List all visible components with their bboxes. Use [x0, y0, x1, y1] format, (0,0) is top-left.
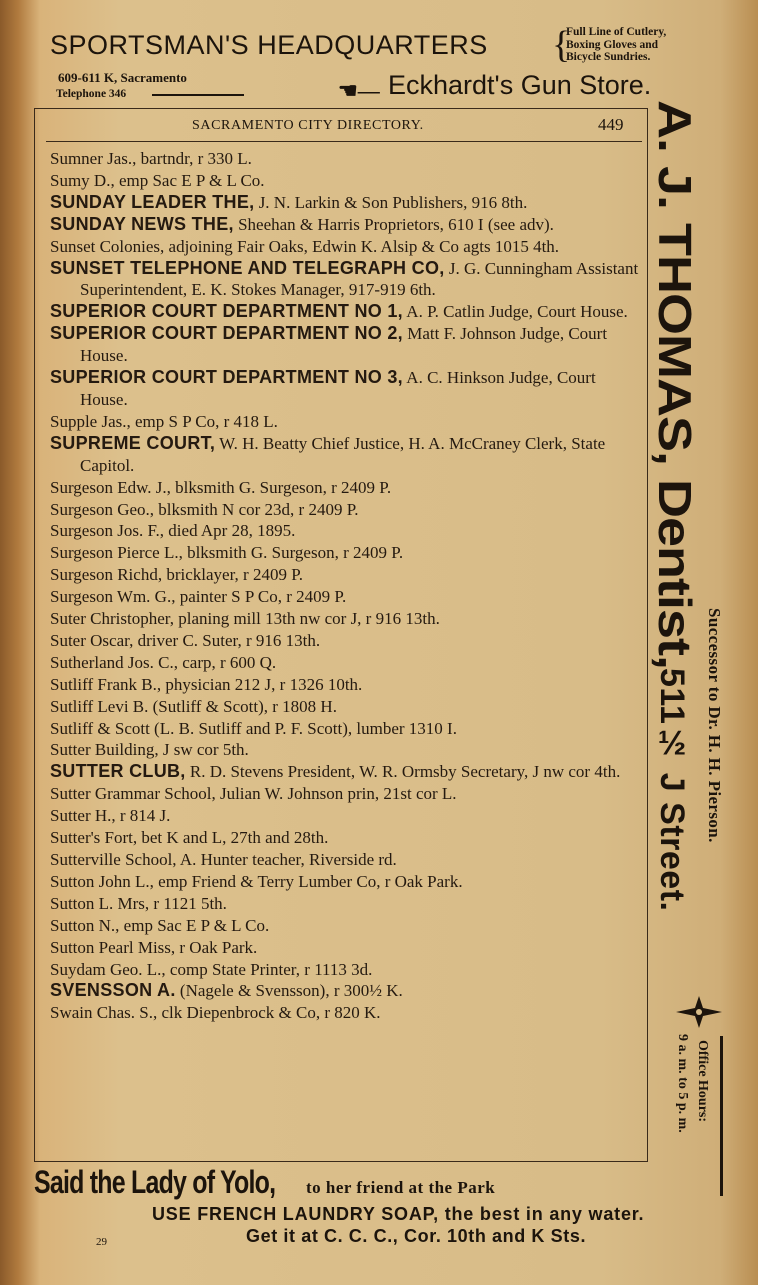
entry-text: (Nagele & Svensson), r 300½ K.	[175, 981, 403, 1001]
header-telephone: Telephone 346	[56, 88, 127, 100]
directory-entry	[50, 893, 642, 915]
entry-text: Sumner Jas., bartndr, r 330 L.	[50, 149, 252, 168]
entry-text: Sunset Colonies, adjoining Fair Oaks, Edwin K. Alsip & Co agts 1015 4th.	[50, 236, 560, 256]
footer-soap-line: USE FRENCH LAUNDRY SOAP, the best in any water.	[152, 1204, 645, 1224]
header-store-name: Eckhardt's Gun Store.	[388, 70, 652, 100]
entry-text: Sutherland Jos. C., carp, r 600 Q.	[50, 652, 277, 672]
directory-entry	[50, 1002, 642, 1024]
ornament-icon	[674, 994, 724, 1030]
entry-text: Surgeson Geo., blksmith N cor 23d, r 2409 P.	[50, 499, 359, 519]
entry-text: Supple Jas., emp S P Co, r 418 L.	[50, 411, 278, 431]
entry-text: Matt F. Johnson Judge, Court House.	[80, 324, 608, 366]
side-ad-successor: Successor to Dr. H. H. Pierson.	[705, 608, 724, 843]
entry-name: SUNSET TELEPHONE AND TELEGRAPH CO,	[50, 257, 445, 278]
directory-entry	[50, 608, 642, 630]
entry-name: SUNDAY LEADER THE,	[50, 191, 255, 212]
entry-text: J. G. Cunningham Assistant Superintendent, E. K. Stokes Manager, 917-919 6th.	[80, 258, 639, 300]
entry-text: Suter Christopher, planing mill 13th nw cor J, r 916 13th.	[50, 609, 440, 629]
directory-entry	[50, 433, 642, 477]
directory-entry	[50, 301, 642, 323]
entry-name: SVENSSON A.	[50, 980, 176, 1001]
directory-entry	[50, 915, 642, 937]
side-ad-office-hours-label: Office Hours:	[695, 1040, 710, 1123]
entry-text: Surgeson Richd, bricklayer, r 2409 P.	[50, 565, 304, 585]
running-head: SACRAMENTO CITY DIRECTORY.	[192, 118, 424, 133]
directory-entry	[50, 959, 642, 981]
directory-entry	[50, 871, 642, 893]
header-side-text	[566, 26, 666, 64]
directory-entry	[50, 367, 642, 411]
directory-entry	[50, 323, 642, 367]
side-ad-name: A. J. THOMAS, Dentist,	[648, 100, 701, 670]
directory-entry	[50, 411, 642, 433]
directory-entry	[50, 542, 642, 564]
footer-lady-heading	[34, 1164, 343, 1201]
entry-text: Swain Chas. S., clk Diepenbrock & Co, r 820 K.	[50, 1003, 381, 1023]
entry-text: Suter Oscar, driver C. Suter, r 916 13th.	[50, 630, 321, 650]
entry-text: A. C. Hinkson Judge, Court House.	[80, 368, 596, 409]
footer-lady-rest: to her friend at the Park	[306, 1178, 496, 1197]
entry-text: Sutter Grammar School, Julian W. Johnson prin, 21st cor L.	[50, 784, 457, 804]
entry-text: Sutton John L., emp Friend & Terry Lumber Co, r Oak Park.	[50, 871, 463, 891]
footer-get-line: Get it at C. C. C., Cor. 10th and K Sts.	[246, 1226, 587, 1246]
directory-entry	[50, 674, 642, 696]
entry-text: Sutliff Frank B., physician 212 J, r 1326 10th.	[50, 674, 363, 694]
directory-entry	[50, 499, 642, 521]
entry-text: Surgeson Wm. G., painter S P Co, r 2409 P.	[50, 587, 347, 607]
entry-text: Sutliff Levi B. (Sutliff & Scott), r 1808 H.	[50, 696, 337, 716]
entry-name: SUPERIOR COURT DEPARTMENT NO 3,	[50, 367, 403, 388]
entry-name: SUPERIOR COURT DEPARTMENT NO 2,	[50, 323, 403, 344]
header-address: 609-611 K, Sacramento	[58, 70, 187, 85]
directory-entry	[50, 980, 642, 1002]
header-title: SPORTSMAN'S HEADQUARTERS	[50, 30, 488, 60]
directory-entry	[50, 718, 642, 740]
entry-text: Sutter Building, J sw cor 5th.	[50, 740, 249, 760]
directory-entry	[50, 236, 642, 258]
entry-text: W. H. Beatty Chief Justice, H. A. McCraney Clerk, State Capitol.	[80, 433, 606, 475]
entry-name: SUPREME COURT,	[50, 432, 216, 453]
header-side-line: Bicycle Sundries.	[566, 51, 651, 63]
entry-text: Sutter H., r 814 J.	[50, 806, 171, 826]
pointing-hand-icon: ☚—	[338, 78, 380, 103]
directory-entry	[50, 849, 642, 871]
directory-entry	[50, 696, 642, 718]
directory-entry	[50, 214, 642, 236]
directory-entry	[50, 520, 642, 542]
footer-folio: 29	[96, 1236, 107, 1248]
head-rule	[46, 141, 642, 142]
directory-entry	[50, 805, 642, 827]
entry-text: Surgeson Edw. J., blksmith G. Surgeson, r 2409 P.	[50, 477, 392, 497]
entry-text: Sutton N., emp Sac E P & L Co.	[50, 915, 270, 935]
entry-text: Sutliff & Scott (L. B. Sutliff and P. F. Scott), lumber 1310 I.	[50, 718, 457, 738]
entry-name: SUTTER CLUB,	[50, 761, 186, 782]
header-side-line: Boxing Gloves and	[566, 38, 659, 51]
directory-entry	[50, 170, 642, 192]
directory-entry	[50, 148, 642, 170]
entry-text: Sutton Pearl Miss, r Oak Park.	[50, 937, 258, 957]
entry-text: Sutterville School, A. Hunter teacher, Riverside rd.	[50, 850, 397, 869]
header-brace: {	[552, 24, 571, 66]
entry-text: Surgeson Pierce L., blksmith G. Surgeson, r 2409 P.	[50, 543, 404, 563]
directory-entry	[50, 783, 642, 805]
directory-entry	[50, 630, 642, 652]
directory-entry	[50, 192, 642, 214]
entry-text: Surgeson Jos. F., died Apr 28, 1895.	[50, 521, 296, 541]
side-rule	[720, 1036, 723, 1196]
directory-entry	[50, 477, 642, 499]
entry-name: SUNDAY NEWS THE,	[50, 213, 234, 234]
entry-name: SUPERIOR COURT DEPARTMENT NO 1,	[50, 301, 403, 322]
directory-entry	[50, 258, 642, 302]
header-side-line: Full Line of Cutlery,	[566, 26, 667, 38]
directory-entry	[50, 827, 642, 849]
directory-entry	[50, 761, 642, 783]
directory-entry	[50, 739, 642, 761]
directory-entry	[50, 652, 642, 674]
side-ad-hours: 9 a. m. to 5 p. m.	[675, 1034, 690, 1133]
page-number: 449	[598, 115, 624, 134]
side-ad-street: 511½ J Street.	[653, 668, 691, 912]
footer-lady-text: Said the Lady of Yolo,	[34, 1164, 276, 1200]
directory-entry	[50, 937, 642, 959]
entry-text: Sutter's Fort, bet K and L, 27th and 28th.	[50, 828, 329, 848]
entry-text: A. P. Catlin Judge, Court House.	[403, 302, 628, 322]
directory-entry	[50, 564, 642, 586]
entry-text: Sheehan & Harris Proprietors, 610 I (see adv).	[233, 214, 554, 234]
entry-text: Sumy D., emp Sac E P & L Co.	[50, 170, 265, 190]
entry-text: R. D. Stevens President, W. R. Ormsby Secretary, J nw cor 4th.	[185, 762, 621, 782]
header-rule	[152, 94, 244, 96]
entry-text: Suydam Geo. L., comp State Printer, r 1113 3d.	[50, 959, 373, 979]
entry-text: J. N. Larkin & Son Publishers, 916 8th.	[254, 192, 528, 212]
directory-entry	[50, 586, 642, 608]
directory-entries	[50, 148, 642, 1024]
entry-text: Sutton L. Mrs, r 1121 5th.	[50, 893, 227, 913]
